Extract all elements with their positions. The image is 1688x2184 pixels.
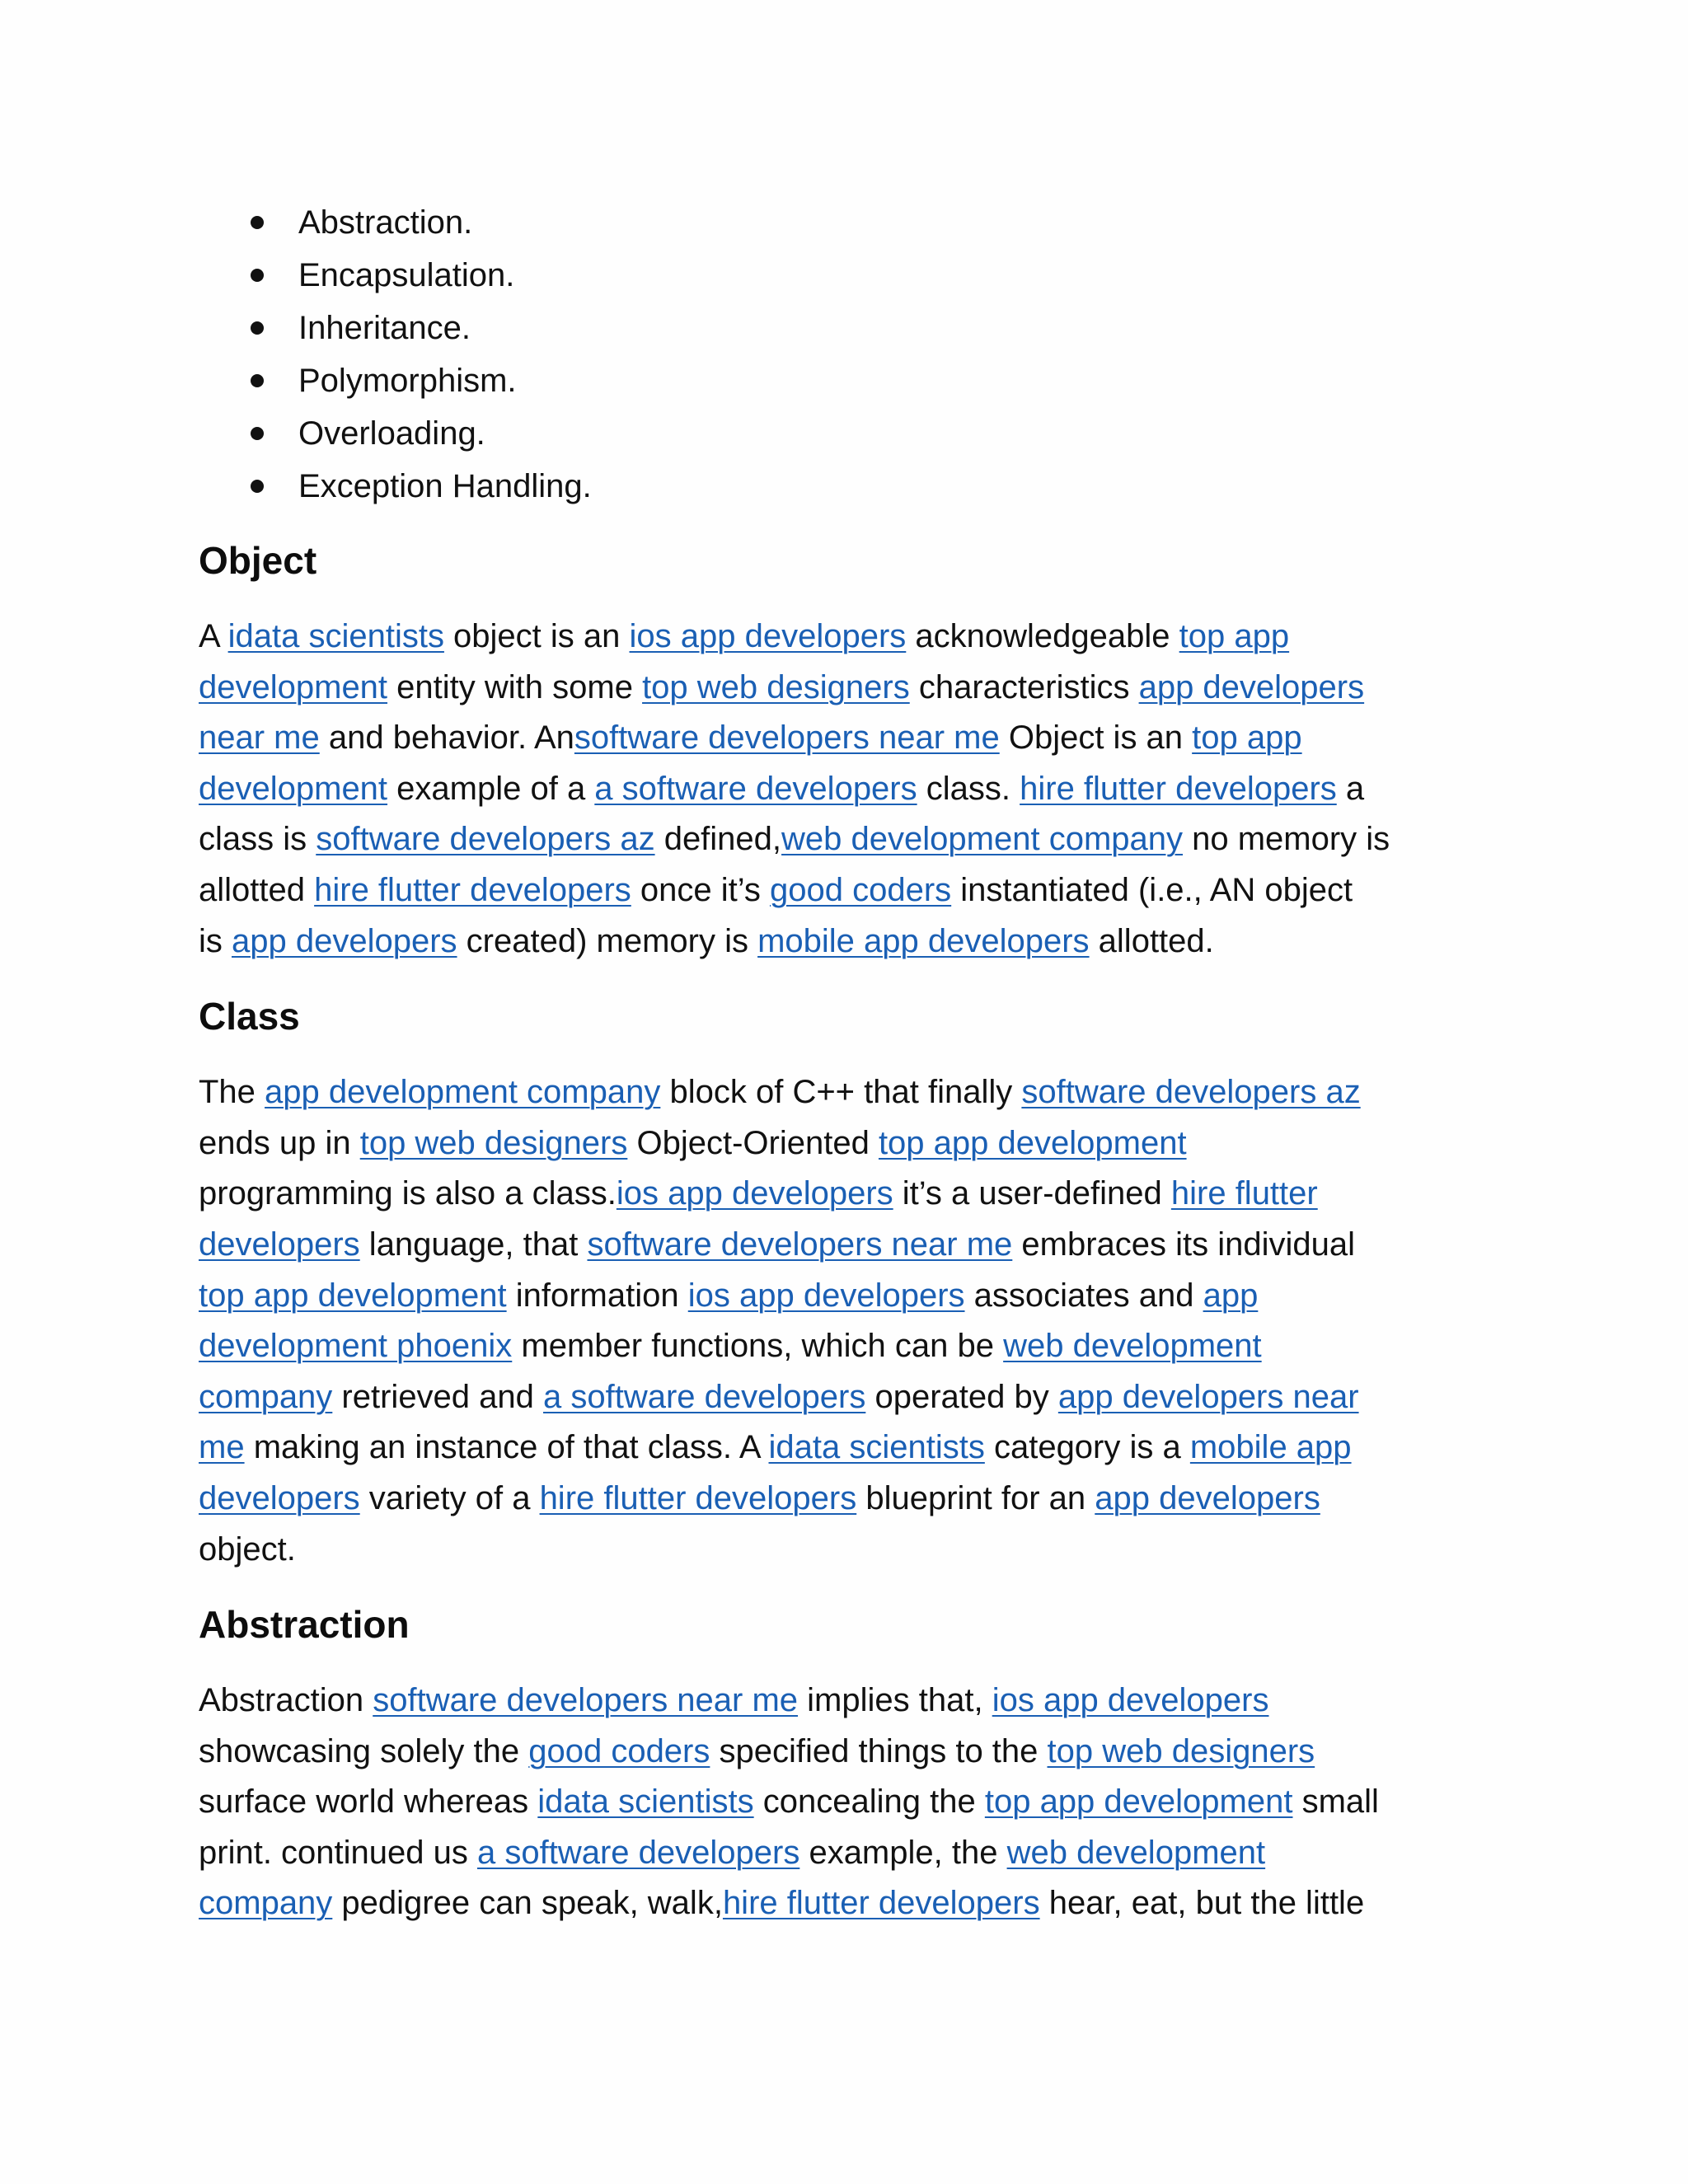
inline-link[interactable]: software developers near me xyxy=(373,1682,799,1719)
bullet-item xyxy=(199,460,1501,513)
inline-link[interactable]: idata scientists xyxy=(537,1783,754,1821)
inline-link[interactable]: web development company xyxy=(781,821,1183,858)
section-heading-abstraction: Abstraction xyxy=(199,1603,410,1647)
inline-link[interactable]: ios app developers xyxy=(992,1682,1269,1719)
bullet-icon xyxy=(251,269,264,282)
inline-link[interactable]: development phoenix xyxy=(199,1328,513,1365)
bullet-icon xyxy=(251,374,264,387)
body-text: retrieved and xyxy=(332,1378,544,1415)
body-text: small xyxy=(1292,1783,1379,1821)
body-text: object is an xyxy=(443,618,630,654)
body-text: showcasing solely the xyxy=(199,1732,529,1769)
inline-link[interactable]: top app xyxy=(1192,719,1302,757)
body-text: entity with some xyxy=(387,668,643,705)
inline-link[interactable]: hire flutter developers xyxy=(539,1479,857,1516)
body-text: ends up in xyxy=(199,1124,360,1161)
inline-link[interactable]: app developers xyxy=(1095,1479,1320,1516)
bullet-text: Encapsulation. xyxy=(298,257,515,293)
inline-link[interactable]: hire flutter developers xyxy=(1020,770,1337,807)
body-text: embraces its individual xyxy=(1012,1226,1356,1263)
bullet-item xyxy=(199,354,1501,407)
body-text: hear, eat, but the little xyxy=(1039,1885,1365,1922)
inline-link[interactable]: near me xyxy=(199,719,320,757)
section-paragraph-abstraction xyxy=(199,1675,1501,1929)
inline-link[interactable]: software developers az xyxy=(316,821,655,858)
body-text: example, the xyxy=(799,1834,1007,1871)
bullet-icon xyxy=(251,321,264,335)
inline-link[interactable]: developers xyxy=(199,1479,360,1516)
body-text: category is a xyxy=(984,1429,1190,1466)
paragraph-line xyxy=(199,1271,1501,1322)
inline-link[interactable]: app development company xyxy=(265,1074,661,1111)
body-text: Object is an xyxy=(999,719,1193,757)
body-text: pedigree can speak, walk, xyxy=(332,1885,723,1922)
inline-link[interactable]: ios app developers xyxy=(616,1175,893,1212)
paragraph-line xyxy=(199,1220,1501,1271)
inline-link[interactable]: hire flutter developers xyxy=(722,1885,1040,1922)
paragraph-line xyxy=(199,865,1501,916)
inline-link[interactable]: top web designers xyxy=(642,668,910,705)
inline-link[interactable]: a software developers xyxy=(594,770,917,807)
inline-link[interactable]: top web designers xyxy=(359,1124,628,1161)
inline-link[interactable]: development xyxy=(199,770,388,807)
paragraph-line xyxy=(199,1118,1501,1169)
body-text: implies that, xyxy=(798,1682,992,1719)
inline-link[interactable]: idata scientists xyxy=(227,618,444,654)
paragraph-line xyxy=(199,663,1501,714)
body-text: no memory is xyxy=(1183,821,1390,858)
document-body xyxy=(199,196,1501,1929)
inline-link[interactable]: developers xyxy=(199,1226,360,1263)
paragraph-line xyxy=(199,1525,1501,1576)
body-text: making an instance of that class. A xyxy=(244,1429,769,1466)
body-text: allotted xyxy=(199,871,315,908)
inline-link[interactable]: software developers near me xyxy=(574,719,1000,757)
paragraph-line xyxy=(199,814,1501,865)
bullet-item xyxy=(199,196,1501,249)
inline-link[interactable]: mobile app xyxy=(1189,1429,1352,1466)
inline-link[interactable]: good coders xyxy=(528,1732,710,1769)
inline-link[interactable]: top app xyxy=(1179,618,1290,654)
body-text: Abstraction xyxy=(199,1682,373,1719)
body-text: member functions, which can be xyxy=(512,1328,1004,1365)
body-text: language, that xyxy=(359,1226,588,1263)
bullet-text: Abstraction. xyxy=(298,204,473,241)
paragraph-line xyxy=(199,764,1501,815)
inline-link[interactable]: development xyxy=(199,668,388,705)
paragraph-line xyxy=(199,1422,1501,1474)
bullet-icon xyxy=(251,427,264,440)
bullet-icon xyxy=(251,216,264,229)
body-text: class. xyxy=(917,770,1020,807)
inline-link[interactable]: company xyxy=(199,1378,333,1415)
section-heading-object: Object xyxy=(199,539,317,582)
section-heading-class: Class xyxy=(199,995,300,1038)
body-text: operated by xyxy=(865,1378,1058,1415)
inline-link[interactable]: a software developers xyxy=(477,1834,800,1871)
body-text: a xyxy=(1336,770,1365,807)
bullet-item xyxy=(199,302,1501,354)
inline-link[interactable]: app xyxy=(1203,1277,1259,1314)
paragraph-line xyxy=(199,1878,1501,1929)
body-text: example of a xyxy=(387,770,595,807)
body-text: associates and xyxy=(964,1277,1203,1314)
bullet-item xyxy=(199,407,1501,460)
body-text: A xyxy=(199,618,228,654)
paragraph-line xyxy=(199,1321,1501,1372)
body-text: information xyxy=(506,1277,688,1314)
inline-link[interactable]: good coders xyxy=(770,871,952,908)
bullet-text: Polymorphism. xyxy=(298,363,517,399)
body-text: object. xyxy=(199,1530,296,1568)
inline-link[interactable]: web development xyxy=(1003,1328,1262,1365)
body-text: specified things to the xyxy=(710,1732,1048,1769)
body-text: variety of a xyxy=(359,1479,540,1516)
body-text: block of C++ that finally xyxy=(660,1074,1022,1111)
paragraph-line xyxy=(199,1169,1501,1220)
topic-bullet-list xyxy=(199,196,1501,513)
inline-link[interactable]: app developers xyxy=(1138,668,1365,705)
paragraph-line xyxy=(199,1727,1501,1778)
paragraph-line xyxy=(199,1828,1501,1879)
bullet-icon xyxy=(251,480,264,493)
paragraph-line xyxy=(199,916,1501,968)
body-text: and behavior. An xyxy=(319,719,574,757)
inline-link[interactable]: idata scientists xyxy=(768,1429,985,1466)
body-text: programming is also a class. xyxy=(199,1175,617,1212)
body-text: is xyxy=(199,922,232,959)
body-text: print. continued us xyxy=(199,1834,477,1871)
body-text: defined, xyxy=(654,821,782,858)
paragraph-line xyxy=(199,1372,1501,1423)
section-paragraph-object xyxy=(199,612,1501,967)
paragraph-line xyxy=(199,713,1501,764)
body-text: Object-Oriented xyxy=(627,1124,879,1161)
paragraph-line xyxy=(199,612,1501,663)
inline-link[interactable]: top app development xyxy=(199,1277,507,1314)
inline-link[interactable]: company xyxy=(199,1885,333,1922)
inline-link[interactable]: top app development xyxy=(984,1783,1293,1821)
body-text: blueprint for an xyxy=(856,1479,1095,1516)
body-text: instantiated (i.e., AN object xyxy=(951,871,1353,908)
body-text: allotted. xyxy=(1089,922,1214,959)
bullet-text: Inheritance. xyxy=(298,310,471,346)
inline-link[interactable]: software developers az xyxy=(1021,1074,1361,1111)
inline-link[interactable]: app developers xyxy=(232,922,457,959)
body-text: characteristics xyxy=(909,668,1139,705)
inline-link[interactable]: a software developers xyxy=(543,1378,866,1415)
body-text: concealing the xyxy=(753,1783,985,1821)
inline-link[interactable]: web development xyxy=(1006,1834,1266,1871)
bullet-text: Overloading. xyxy=(298,415,485,452)
inline-link[interactable]: mobile app developers xyxy=(757,922,1090,959)
inline-link[interactable]: top app development xyxy=(878,1124,1187,1161)
paragraph-line xyxy=(199,1474,1501,1525)
inline-link[interactable]: software developers near me xyxy=(587,1226,1013,1263)
body-text: created) memory is xyxy=(457,922,758,959)
body-text: The xyxy=(199,1074,265,1111)
inline-link[interactable]: ios app developers xyxy=(629,618,907,654)
inline-link[interactable]: hire flutter xyxy=(1170,1175,1318,1212)
inline-link[interactable]: me xyxy=(199,1429,245,1466)
bullet-text: Exception Handling. xyxy=(298,468,592,504)
body-text: once it’s xyxy=(631,871,771,908)
body-text: acknowledgeable xyxy=(906,618,1179,654)
paragraph-line xyxy=(199,1675,1501,1727)
paragraph-line xyxy=(199,1777,1501,1828)
paragraph-line xyxy=(199,1067,1501,1118)
inline-link[interactable]: app developers near xyxy=(1057,1378,1359,1415)
section-paragraph-class xyxy=(199,1067,1501,1575)
inline-link[interactable]: top web designers xyxy=(1047,1732,1315,1769)
body-text: class is xyxy=(199,821,316,858)
inline-link[interactable]: hire flutter developers xyxy=(314,871,631,908)
body-text: surface world whereas xyxy=(199,1783,538,1821)
body-text: it’s a user-defined xyxy=(893,1175,1171,1212)
inline-link[interactable]: ios app developers xyxy=(687,1277,965,1314)
bullet-item xyxy=(199,249,1501,302)
